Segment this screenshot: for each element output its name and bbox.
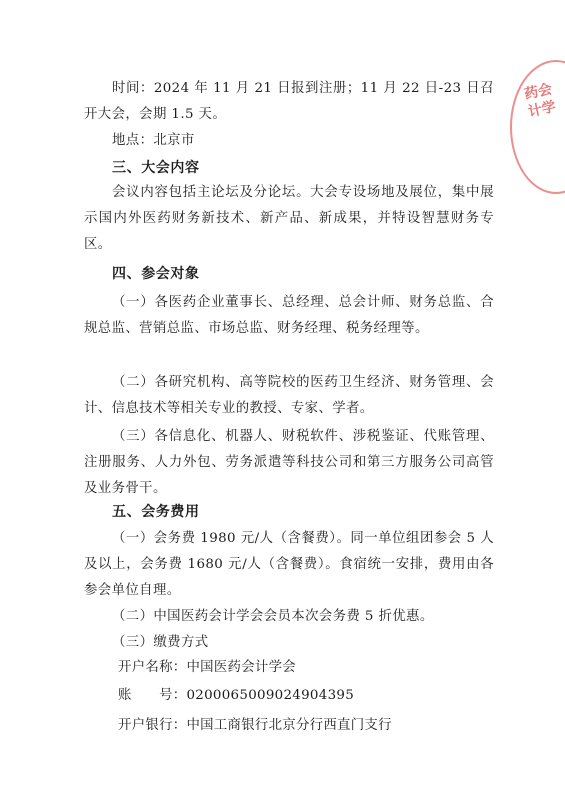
section-content-body: 会议内容包括主论坛及分论坛。大会专设场地及展位，集中展示国内外医药财务新技术、新产品、新成果，并特设智慧财务专区。 bbox=[84, 185, 494, 252]
bank-row bbox=[118, 716, 392, 736]
bank-label: 开户银行： bbox=[118, 718, 187, 733]
section-heading-content: 三、大会内容 bbox=[112, 160, 200, 176]
bank-value: 中国工商银行北京分行西直门支行 bbox=[186, 718, 392, 733]
account-number-label: 账 号： bbox=[118, 688, 187, 703]
meeting-time-text: 时间：2024 年 11 月 21 日报到注册；11 月 22 日-23 日召开大会，会期 1.5 天。 bbox=[84, 81, 494, 122]
account-name-label: 开户名称： bbox=[118, 660, 187, 675]
participants-item-1: （一）各医药企业董事长、总经理、总会计师、财务总监、合规总监、营销总监、市场总监、财务经理、税务经理等。 bbox=[84, 295, 494, 336]
meeting-place-text: 地点：北京市 bbox=[112, 133, 195, 148]
account-number-row bbox=[118, 686, 354, 706]
fees-item-2: （二）中国医药会计学会会员本次会务费 5 折优惠。 bbox=[112, 609, 434, 624]
fees-item-3: （三）缴费方式 bbox=[112, 635, 209, 650]
section-heading-fees: 五、会务费用 bbox=[112, 504, 200, 520]
section-heading-participants: 四、参会对象 bbox=[112, 266, 200, 282]
official-seal-text: 药会计学 bbox=[522, 81, 558, 121]
participants-item-2: （二）各研究机构、高等院校的医药卫生经济、财务管理、会计、信息技术等相关专业的教授、专家、学者。 bbox=[84, 375, 494, 416]
fees-item-1: （一）会务费 1980 元/人（含餐费）。同一单位组团参会 5 人及以上，会务费 1680 元/人（含餐费）。食宿统一安排，费用由各参会单位自理。 bbox=[84, 531, 494, 598]
account-number-value: 0200065009024904395 bbox=[186, 688, 355, 703]
account-name-value: 中国医药会计学会 bbox=[186, 660, 296, 675]
participants-item-3: （三）各信息化、机器人、财税软件、涉税鉴证、代账管理、注册服务、人力外包、劳务派遣等科技公司和第三方服务公司高管及业务骨干。 bbox=[84, 429, 494, 496]
account-name-row bbox=[118, 658, 296, 678]
